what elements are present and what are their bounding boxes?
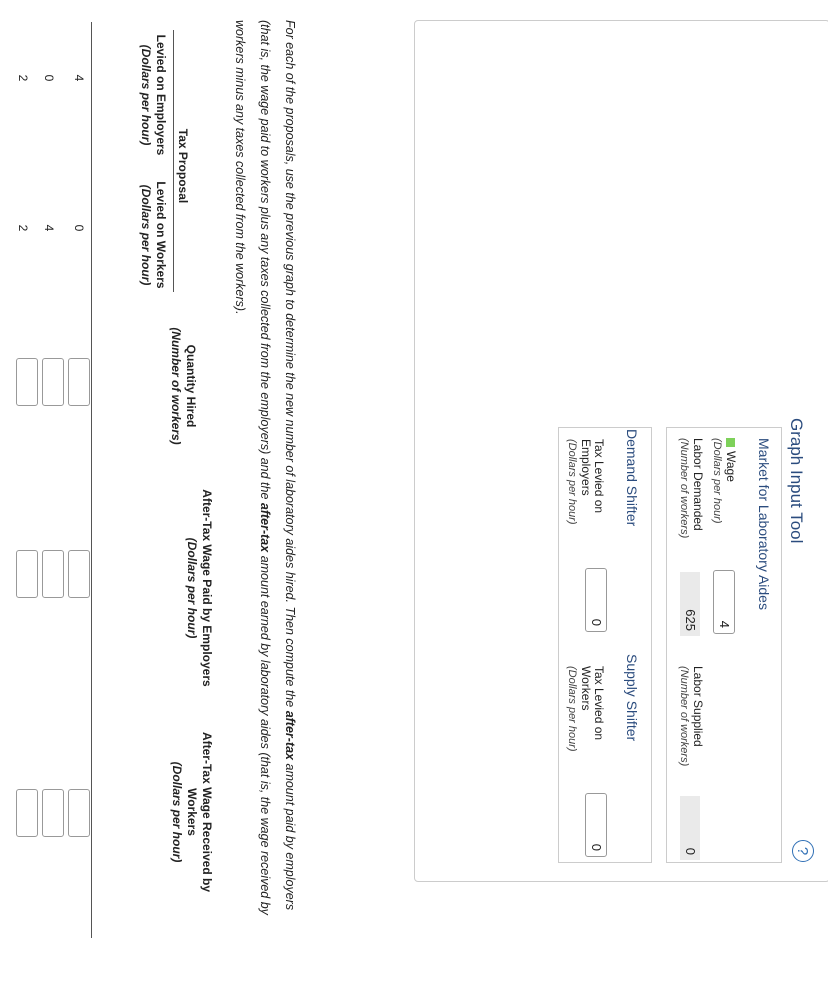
tax-workers-text: Tax Levied on Workers [579, 666, 606, 741]
labor-supplied-unit: (Number of workers) [678, 666, 690, 767]
tax-employers-text: Tax Levied on Employers [579, 439, 606, 514]
col4-unit: (Dollars per hour) [185, 537, 199, 639]
tax-proposal-header: Tax Proposal [176, 128, 190, 204]
row3-worker-wage-input[interactable] [16, 789, 38, 837]
row3-employer-wage-input[interactable] [16, 550, 38, 598]
col-levied-workers-header [138, 176, 168, 294]
row1-worker-wage-input[interactable] [68, 789, 90, 837]
table-header-rule [91, 22, 92, 938]
tax-workers-input[interactable]: 0 [585, 793, 607, 857]
instr-part2: amount paid by employers (that is, the wage paid to workers plus any taxes collected from the employers) and the [258, 20, 297, 911]
col2-unit: (Dollars per hour) [139, 184, 153, 286]
row2-worker-wage-input[interactable] [42, 789, 64, 837]
row3-employers-tax: 2 [16, 74, 30, 82]
col5-unit: (Dollars per hour) [170, 761, 184, 863]
supply-shifter-title: Supply Shifter [624, 654, 640, 742]
labor-supplied-label [677, 666, 704, 766]
labor-demanded-text: Labor Demanded [691, 438, 705, 531]
labor-supplied-text: Labor Supplied [691, 666, 705, 747]
labor-demanded-label [677, 438, 704, 538]
wage-input[interactable]: 4 [713, 570, 735, 634]
instr-bold2: after-tax [258, 502, 272, 553]
wage-swatch [726, 438, 735, 447]
tax-employers-unit: (Dollars per hour) [566, 439, 578, 525]
col1-unit: (Dollars per hour) [139, 44, 153, 146]
wage-label [710, 438, 737, 524]
col-after-tax-workers-header [169, 712, 214, 912]
row1-employer-wage-input[interactable] [68, 550, 90, 598]
tax-proposal-rule [173, 30, 174, 292]
labor-demanded-value: 625 [680, 572, 700, 636]
market-title: Market for Laboratory Aides [756, 438, 772, 610]
row2-employers-tax: 0 [42, 74, 56, 82]
tax-employers-input[interactable]: 0 [585, 568, 607, 632]
row1-workers-tax: 0 [72, 224, 86, 232]
tax-workers-label [565, 666, 605, 754]
row1-quantity-input[interactable] [68, 358, 90, 406]
tax-employers-label [565, 439, 605, 527]
instr-part1: For each of the proposals, use the previous graph to determine the new number of laboratory aides hired. Then compute the [283, 20, 297, 711]
row3-workers-tax: 2 [16, 224, 30, 232]
row2-employer-wage-input[interactable] [42, 550, 64, 598]
col-levied-employers-header [138, 30, 168, 160]
col3-title: Quantity Hired [184, 344, 198, 428]
instructions-text [227, 20, 302, 920]
tool-title: Graph Input Tool [787, 418, 806, 544]
col1-title: Levied on Employers [154, 34, 168, 156]
instr-part3: amount earned by laboratory aides (that is, the wage received by workers minus any taxes collected from the workers). [233, 20, 272, 915]
demand-shifter-title: Demand Shifter [624, 429, 640, 527]
labor-supplied-value: 0 [680, 796, 700, 860]
wage-unit: (Dollars per hour) [711, 438, 723, 524]
row2-workers-tax: 4 [42, 224, 56, 232]
labor-demanded-unit: (Number of workers) [678, 438, 690, 539]
row2-quantity-input[interactable] [42, 358, 64, 406]
col-quantity-hired-header [168, 318, 198, 454]
col2-title: Levied on Workers [154, 181, 168, 289]
row1-employers-tax: 4 [72, 74, 86, 82]
col3-unit: (Number of workers) [169, 327, 183, 445]
col5-title: After-Tax Wage Received by Workers [185, 731, 214, 893]
row3-quantity-input[interactable] [16, 358, 38, 406]
col-after-tax-employers-header [184, 488, 214, 688]
wage-label-text: Wage [724, 451, 738, 482]
instr-bold1: after-tax [283, 710, 297, 761]
col4-title: After-Tax Wage Paid by Employers [200, 489, 214, 687]
tax-workers-unit: (Dollars per hour) [566, 666, 578, 752]
help-icon[interactable]: ? [792, 840, 814, 862]
